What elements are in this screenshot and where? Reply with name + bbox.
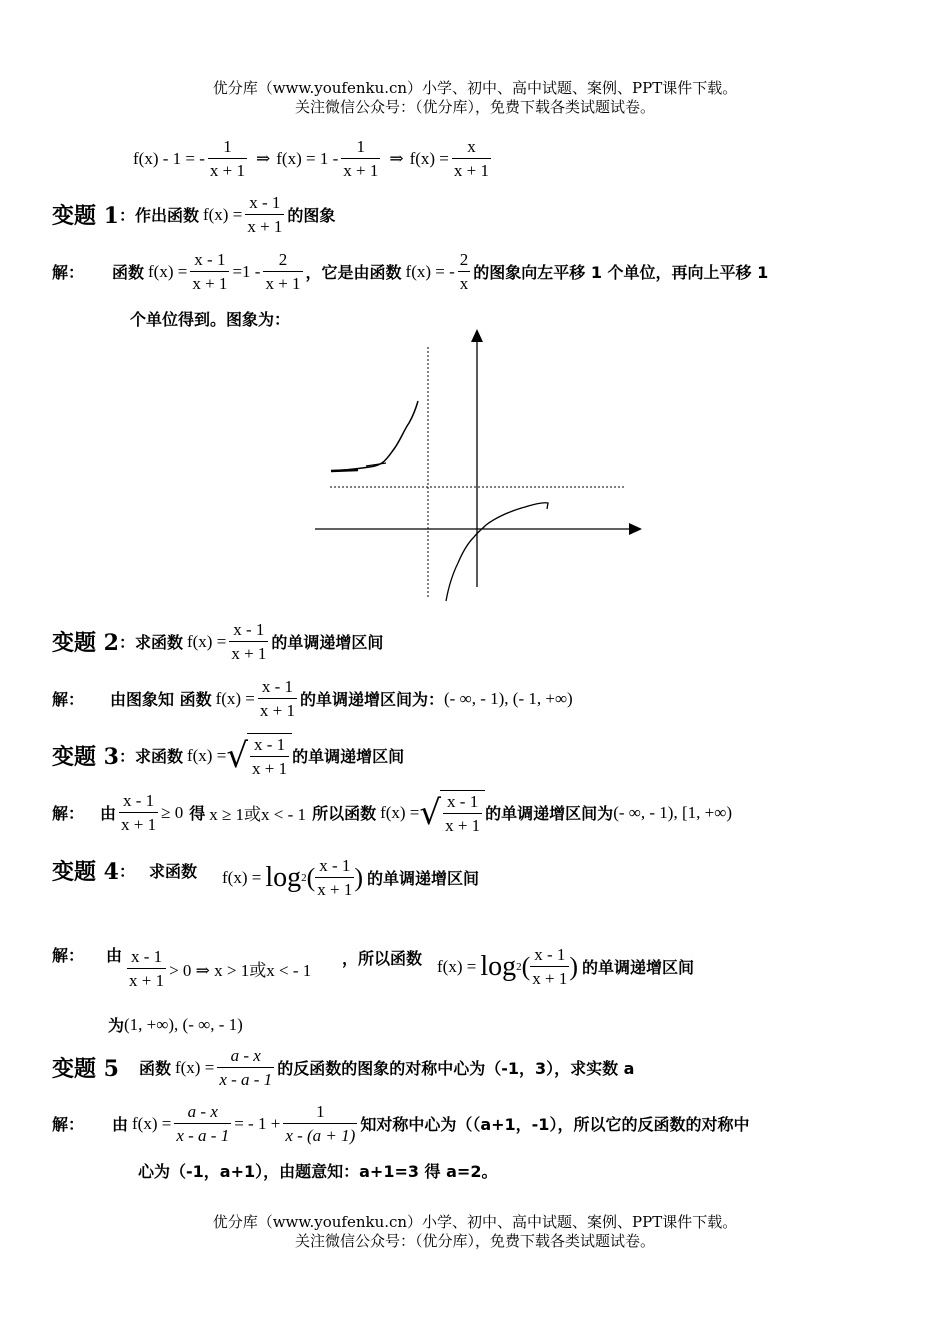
x-axis-arrow-icon: [629, 523, 642, 535]
sqrt-expr: √ $\frac{x - 1}{x + 1}$: [226, 733, 292, 778]
solution-4-result: [108, 1013, 243, 1036]
solution-text: 得: [189, 804, 206, 823]
eq-part: f(x) - 1 = -: [133, 148, 205, 168]
fraction: $\frac{a - x}{x - a - 1}$: [219, 1046, 273, 1089]
log-symbol: log: [480, 950, 517, 982]
problem-text: 求函数: [148, 862, 197, 881]
fraction: $\frac{x - 1}{x + 1}$: [251, 735, 288, 778]
problem-3: [52, 733, 404, 778]
fraction: $\frac{x - 1}{x + 1}$: [532, 945, 568, 988]
solution-2: [52, 677, 573, 720]
solution-label: 解：: [52, 804, 85, 823]
function-expr: f(x) =: [174, 1057, 215, 1077]
solution-label: 解：: [52, 946, 85, 965]
fraction: $\frac{x - 1}{x + 1}$: [129, 947, 165, 990]
problem-text: 的单调递增区间: [271, 633, 384, 652]
eq-part: =1 -: [232, 261, 261, 281]
fraction: $\frac{x - 1}{x + 1}$: [121, 791, 157, 834]
log-base: 2: [516, 960, 522, 973]
condition-expr: x ≥ 1或x < - 1: [209, 805, 307, 824]
solution-1: [52, 250, 768, 293]
footer-line-1: 优分库（www.youfenku.cn）小学、初中、高中试题、案例、PPT课件下载。: [212, 1213, 738, 1231]
solution-text: ，它是由函数: [305, 263, 402, 282]
function-expr: f(x) =: [186, 745, 227, 765]
function-expr: f(x) =: [132, 1113, 172, 1133]
problem-title: 变题 2: [52, 630, 119, 656]
interval-expr: (- ∞, - 1), [1, +∞): [613, 802, 732, 822]
problem-text: ：作出函数: [118, 206, 199, 225]
solution-4: [52, 943, 122, 966]
fraction: $\frac{x - 1}{x + 1}$: [247, 193, 283, 236]
solution-text: 知对称中心为（（a+1，-1），所以它的反函数的对称中: [360, 1115, 750, 1134]
interval-expr: (- ∞, - 1), (- 1, +∞): [444, 688, 573, 708]
function-expr: f(x) =: [380, 802, 420, 822]
solution-text: 由: [100, 804, 117, 823]
solution-text: 的单调递增区间: [582, 958, 695, 977]
fraction: $\frac{1}{x + 1}$: [343, 137, 379, 180]
problem-text: 的单调递增区间: [367, 869, 480, 888]
problem-title: 变题 1: [52, 203, 119, 229]
solution-5: [52, 1102, 749, 1145]
solution-text: 的图象向左平移 1 个单位，再向上平移 1: [473, 263, 769, 282]
problem-text: 函数: [138, 1059, 171, 1078]
solution-4-formula: [124, 947, 311, 990]
solution-text: 的单调递增区间为：: [300, 690, 445, 709]
fraction: $\frac{x - 1}{x + 1}$: [231, 620, 267, 663]
solution-4-text: ，所以函数: [342, 949, 423, 968]
solution-text: 函数: [112, 263, 145, 282]
header-line-2: 关注微信公众号：（优分库），免费下载各类试题试卷。: [294, 98, 655, 116]
problem-1: [52, 193, 335, 236]
top-equation: [133, 137, 494, 180]
header-line-1: 优分库（www.youfenku.cn）小学、初中、高中试题、案例、PPT课件下载。: [212, 79, 738, 97]
eq-part: = - 1 +: [234, 1113, 281, 1133]
function-graph: [300, 325, 650, 605]
problem-4-formula: f(x) = log 2 ( $\frac{x - 1}{x + 1}$ ) 的单调递增区间: [222, 856, 480, 899]
implies-symbol: ⇒: [389, 148, 404, 168]
solution-text: 由图象知 函数: [110, 690, 212, 709]
y-axis-arrow-icon: [471, 329, 483, 342]
condition-expr: > 0 ⇒ x > 1或x < - 1: [169, 961, 312, 980]
solution-4-function: f(x) = log 2 ( $\frac{x - 1}{x + 1}$ ) 的单调递增区间: [437, 945, 695, 988]
problem-text: ：: [118, 862, 135, 881]
problem-4: [52, 855, 197, 886]
curve-right-branch: [446, 503, 548, 601]
function-expr: f(x) =: [186, 631, 227, 651]
fraction: $\frac{x}{x + 1}$: [453, 137, 489, 180]
problem-text: 的图象: [287, 206, 336, 225]
function-expr: f(x) =: [215, 688, 255, 708]
problem-text: 的反函数的图象的对称中心为（-1，3），求实数 a: [277, 1059, 635, 1078]
function-expr: f(x) =: [437, 956, 477, 976]
solution-text: 所以函数: [312, 804, 377, 823]
solution-text: 由: [112, 1115, 129, 1134]
function-expr: f(x) = -: [405, 261, 455, 281]
fraction: $\frac{1}{x + 1}$: [209, 137, 245, 180]
problem-title: 变题 4: [52, 859, 119, 885]
fraction: $\frac{x - 1}{x + 1}$: [317, 856, 353, 899]
interval-expr: (1, +∞), (- ∞, - 1): [124, 1014, 243, 1034]
fraction: $\frac{x - 1}{x + 1}$: [192, 250, 228, 293]
eq-part: f(x) = 1 -: [276, 148, 339, 168]
solution-1-line-2: 个单位得到。图象为：: [130, 310, 291, 329]
fraction: $\frac{1}{x - (a + 1)}$: [285, 1102, 356, 1145]
function-expr: f(x) =: [148, 261, 188, 281]
solution-label: 解：: [52, 263, 85, 282]
curve-left-tail: [331, 470, 358, 471]
solution-5-line-2: 心为（-1，a+1），由题意知：a+1=3 得 a=2。: [138, 1162, 498, 1181]
inequality: ≥ 0: [161, 802, 184, 822]
problem-2: [52, 620, 383, 663]
problem-title: 变题 3: [52, 744, 119, 770]
problem-title: 变题 5: [52, 1056, 119, 1082]
function-expr: f(x) =: [222, 867, 262, 887]
function-expr: f(x) =: [202, 204, 243, 224]
sqrt-expr: √ $\frac{x - 1}{x + 1}$: [419, 790, 485, 835]
implies-symbol: ⇒: [256, 148, 271, 168]
log-symbol: log: [265, 861, 302, 893]
fraction: $\frac{2}{x}$: [459, 250, 469, 293]
problem-text: 的单调递增区间: [292, 747, 405, 766]
fraction: $\frac{x - 1}{x + 1}$: [259, 677, 295, 720]
problem-text: ：求函数: [118, 747, 183, 766]
solution-label: 解：: [52, 1115, 85, 1134]
solution-label: 解：: [52, 690, 85, 709]
solution-text: 的单调递增区间为: [485, 804, 614, 823]
solution-text: 由: [106, 946, 123, 965]
problem-text: ：求函数: [118, 633, 183, 652]
log-base: 2: [301, 871, 307, 884]
fraction: $\frac{a - x}{x - a - 1}$: [176, 1102, 230, 1145]
eq-part: f(x) =: [409, 148, 449, 168]
footer-line-2: 关注微信公众号：（优分库），免费下载各类试题试卷。: [294, 1232, 655, 1250]
curve-left-branch: [331, 401, 418, 471]
fraction: $\frac{2}{x + 1}$: [265, 250, 301, 293]
problem-5: [52, 1046, 634, 1089]
solution-3: [52, 790, 732, 835]
solution-text: 为: [108, 1016, 125, 1035]
fraction: $\frac{x - 1}{x + 1}$: [445, 792, 481, 835]
